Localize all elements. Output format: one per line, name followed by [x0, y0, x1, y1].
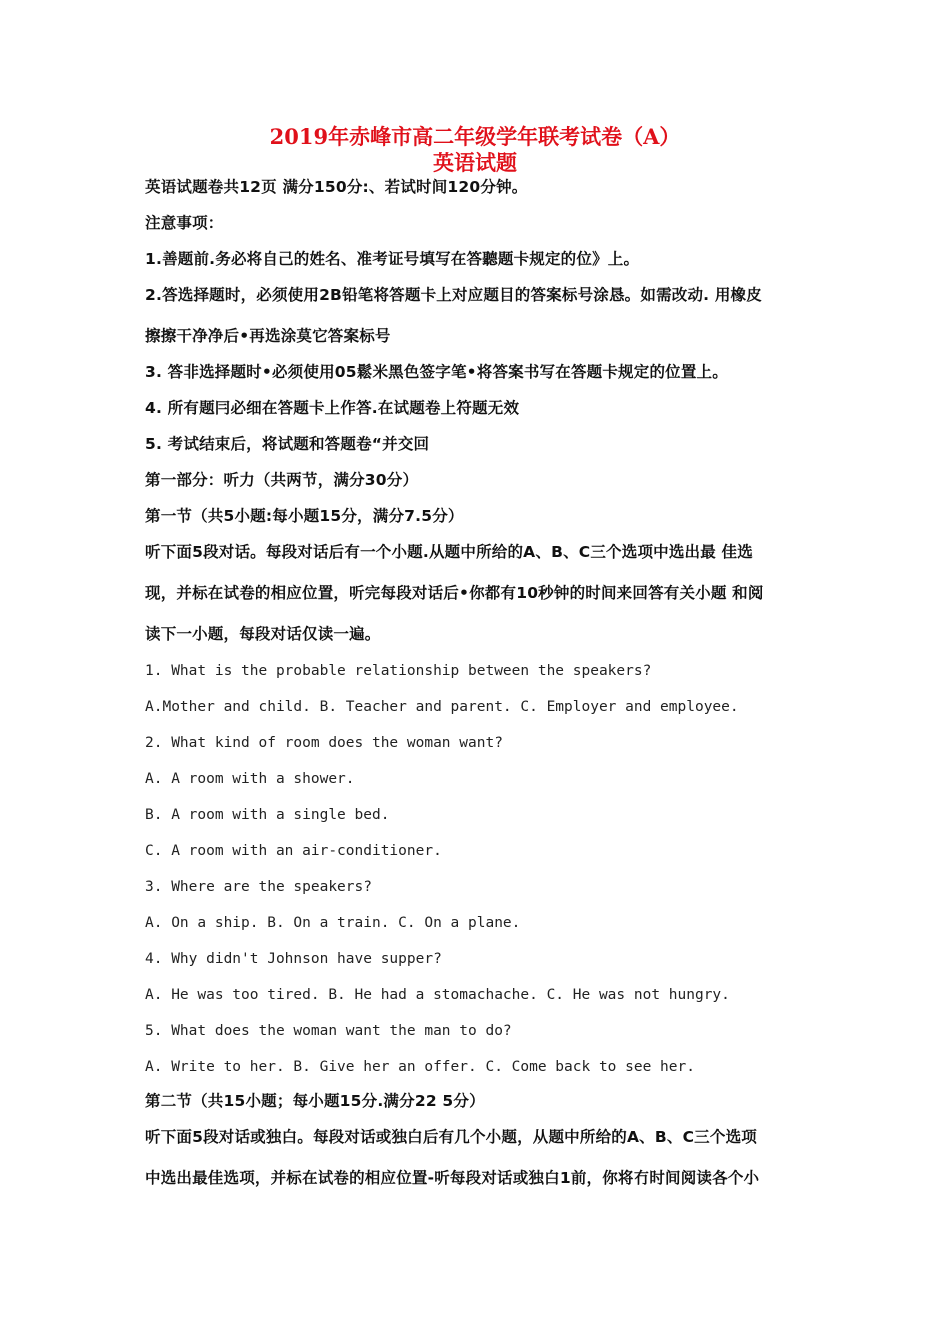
question-2-option-c: C. A room with an air-conditioner.	[145, 843, 442, 859]
section-one-instructions-cont-2: 读下一小题，每段对话仅读一遍。	[145, 625, 381, 643]
note-3: 3. 答非选择题时•必须使用05鬆米黑色签字笔•将答案书写在答题卡规定的位置上。	[145, 363, 728, 381]
question-4-options: A. He was too tired. B. He had a stomachache. C. He was not hungry.	[145, 987, 730, 1003]
question-5: 5. What does the woman want the man to do?	[145, 1023, 512, 1039]
section-one-instructions-cont-1: 现，并标在试卷的相应位置，听完每段对话后•你都有10秒钟的时间来回答有关小题 和阅	[145, 584, 764, 602]
section-one-heading: 第一节（共5小题:每小题15分，满分7.5分）	[145, 507, 464, 525]
question-3-options: A. On a ship. B. On a train. C. On a plane.	[145, 915, 521, 931]
question-4: 4. Why didn't Johnson have supper?	[145, 951, 442, 967]
section-two-instructions: 听下面5段对话或独白。每段对话或独白后有几个小题，从题中所给的A、B、C三个选项	[145, 1128, 757, 1146]
question-3: 3. Where are the speakers?	[145, 879, 372, 895]
document-title: 2019年赤峰市高二年级学年联考试卷（A）	[269, 124, 681, 149]
question-5-options: A. Write to her. B. Give her an offer. C. Come back to see her.	[145, 1059, 695, 1075]
document-subtitle: 英语试题	[433, 150, 517, 175]
note-4: 4. 所有题冃必细在答题卡上作答.在试题卷上符题无效	[145, 399, 520, 417]
note-1: 1.善题前.务必将自己的姓名、准考证号填写在答聽题卡规定的位》上。	[145, 250, 640, 268]
note-5: 5. 考试结束后，将试题和答题卷“并交回	[145, 435, 430, 453]
question-1-options: A.Mother and child. B. Teacher and parent. C. Employer and employee.	[145, 699, 739, 715]
exam-intro: 英语试题卷共12页 满分150分:、若试时间120分钟。	[145, 178, 528, 196]
notes-heading: 注意事项：	[145, 214, 224, 232]
part-one-heading: 第一部分：听力（共两节，满分30分）	[145, 471, 419, 489]
question-2-option-b: B. A room with a single bed.	[145, 807, 390, 823]
section-two-heading: 第二节（共15小题；每小题15分.满分22 5分）	[145, 1092, 485, 1110]
question-1: 1. What is the probable relationship between the speakers?	[145, 663, 652, 679]
note-2-cont: 擦擦干净净后•再选涂莫它答案标号	[145, 327, 391, 345]
question-2-option-a: A. A room with a shower.	[145, 771, 355, 787]
section-two-instructions-cont: 中选出最佳选项，并标在试卷的相应位置-听每段对话或独白1前，你将冇时间阅读各个小	[145, 1169, 760, 1187]
note-2: 2.答选择题时，必须使用2B铅笔将答题卡上对应题目的答案标号涂恳。如需改动. 用橡皮	[145, 286, 762, 304]
question-2: 2. What kind of room does the woman want?	[145, 735, 503, 751]
section-one-instructions: 听下面5段对话。每段对话后有一个小题.从题中所给的A、B、C三个选项中选出最 佳选	[145, 543, 753, 561]
